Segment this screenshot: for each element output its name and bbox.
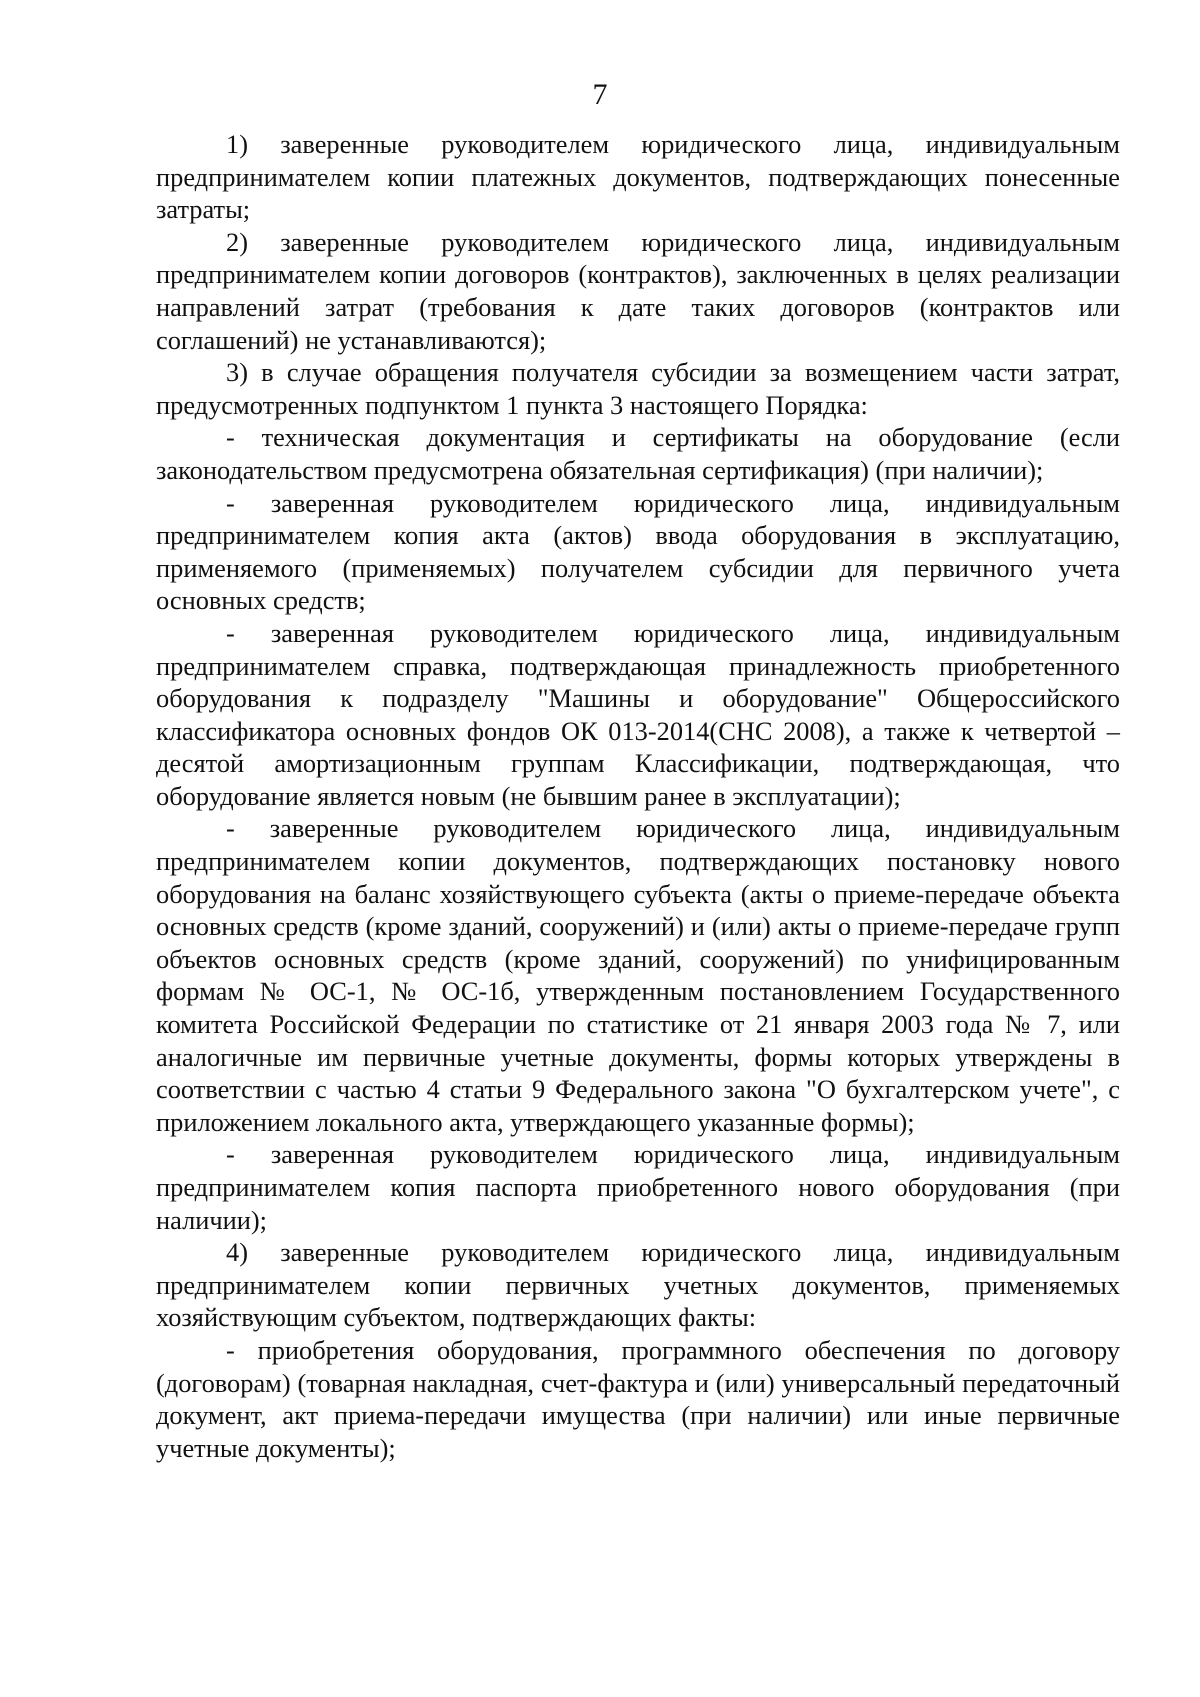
paragraph-item-4: 4) заверенные руководителем юридического лица, индивидуальным предпринимателем копии первичных учетных документов, применяемых хозяйствующим субъектом, подтверждающих факты: [156,1237,1120,1333]
document-body [156,128,1120,1464]
paragraph-balance-documents: - заверенные руководителем юридического лица, индивидуальным предпринимателем копии документов, подтверждающих постановку нового оборудования на баланс хозяйствующего субъекта (акты о приеме-передаче объекта основных средств (кроме зданий, сооружений) и (или) акты о приеме-передаче групп объектов основных средств (кроме зданий, сооружений) по унифицированным формам № ОС-1, № ОС-1б, утвержденным постановлением Государственного комитета Российской Федерации по статистике от 21 января 2003 года № 7, или аналогичные им первичные учетные документы, формы которых утверждены в соответствии с частью 4 статьи 9 Федерального закона "О бухгалтерском учете", с приложением локального акта, утверждающего указанные формы); [156,813,1120,1137]
paragraph-item-1: 1) заверенные руководителем юридического лица, индивидуальным предпринимателем копии платежных документов, подтверждающих понесенные затраты; [156,129,1120,225]
paragraph-item-2: 2) заверенные руководителем юридического лица, индивидуальным предпринимателем копии договоров (контрактов), заключенных в целях реализации направлений затрат (требования к дате таких договоров (контрактов или соглашений) не устанавливаются); [156,226,1120,355]
page-number: 7 [592,78,608,111]
paragraph-acquisition-facts: - приобретения оборудования, программного обеспечения по договору (договорам) (товарная накладная, счет-фактура и (или) универсальный передаточный документ, акт приема-передачи имущества (при наличии) или иные первичные учетные документы); [156,1334,1120,1463]
paragraph-equipment-certificate: - заверенная руководителем юридического лица, индивидуальным предпринимателем справка, подтверждающая принадлежность приобретенного оборудования к подразделу "Машины и оборудование" Общероссийского классификатора основных фондов ОК 013-2014(СНС 2008), а также к четвертой – десятой амортизационным группам Классификации, подтверждающая, что оборудование является новым (не бывшим ранее в эксплуатации); [156,617,1120,811]
paragraph-technical-docs: - техническая документация и сертификаты на оборудование (если законодательством предусмотрена обязательная сертификация) (при наличии); [156,422,1120,485]
paragraph-commissioning-act: - заверенная руководителем юридического лица, индивидуальным предпринимателем копия акта (актов) ввода оборудования в эксплуатацию, применяемого (применяемых) получателем субсидии для первичного учета основных средств; [156,487,1120,616]
paragraph-equipment-passport: - заверенная руководителем юридического лица, индивидуальным предпринимателем копия паспорта приобретенного нового оборудования (при наличии); [156,1139,1120,1235]
paragraph-item-3: 3) в случае обращения получателя субсидии за возмещением части затрат, предусмотренных подпунктом 1 пункта 3 настоящего Порядка: [156,357,1120,420]
